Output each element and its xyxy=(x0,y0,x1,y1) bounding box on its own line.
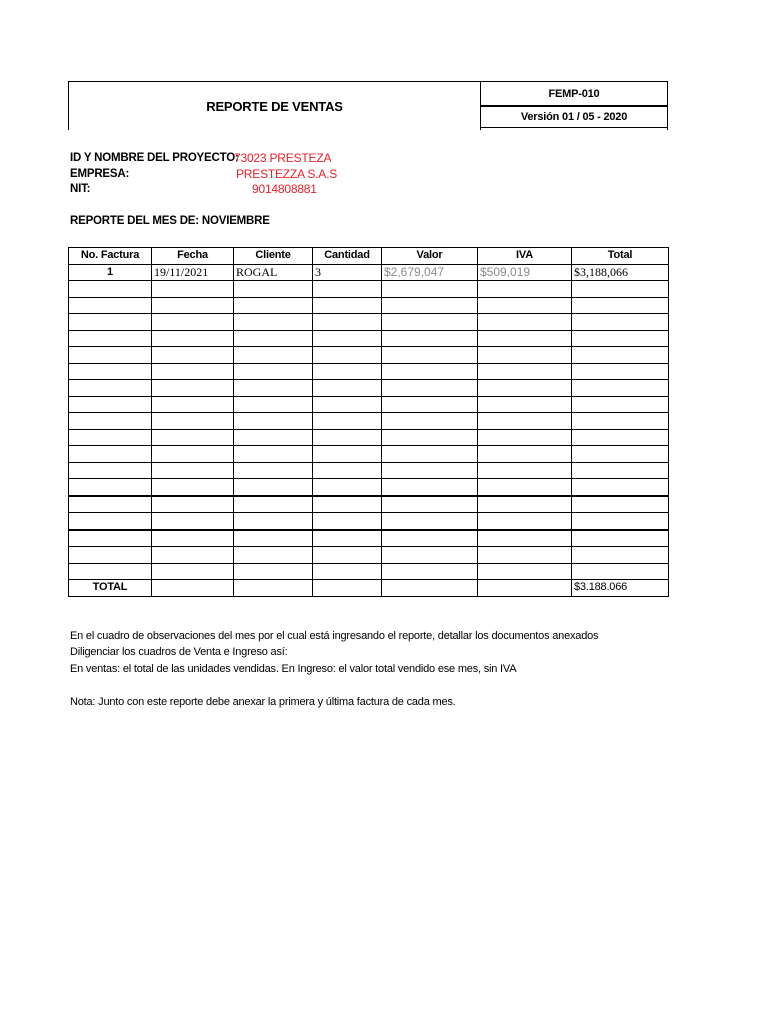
empty-cell[interactable] xyxy=(572,363,669,380)
empty-cell[interactable] xyxy=(152,446,234,463)
empty-cell[interactable] xyxy=(234,363,313,380)
empty-cell[interactable] xyxy=(152,314,234,331)
empty-cell[interactable] xyxy=(382,363,478,380)
empty-cell[interactable] xyxy=(478,479,572,496)
empty-cell[interactable] xyxy=(382,347,478,364)
col-header-factura: No. Factura xyxy=(69,248,152,265)
empty-cell[interactable] xyxy=(478,462,572,479)
empty-cell[interactable] xyxy=(234,547,313,564)
empty-cell[interactable] xyxy=(478,314,572,331)
empty-cell[interactable] xyxy=(69,563,152,580)
empty-cell[interactable] xyxy=(69,429,152,446)
empty-cell[interactable] xyxy=(69,363,152,380)
empty-cell[interactable] xyxy=(478,413,572,430)
company-label: EMPRESA: xyxy=(70,168,130,180)
col-header-iva: IVA xyxy=(478,248,572,265)
table-row[interactable] xyxy=(69,496,669,513)
empty-cell[interactable] xyxy=(152,330,234,347)
empty-cell[interactable] xyxy=(572,297,669,314)
empty-cell[interactable] xyxy=(69,396,152,413)
empty-cell[interactable] xyxy=(572,446,669,463)
table-row[interactable] xyxy=(69,446,669,463)
empty-cell[interactable] xyxy=(478,446,572,463)
empty-cell[interactable] xyxy=(313,547,382,564)
empty-cell[interactable] xyxy=(478,547,572,564)
empty-cell[interactable] xyxy=(152,297,234,314)
empty-cell[interactable] xyxy=(313,530,382,547)
empty-cell[interactable] xyxy=(69,297,152,314)
empty-cell[interactable] xyxy=(69,314,152,331)
table-row[interactable] xyxy=(69,462,669,479)
col-header-cliente: Cliente xyxy=(234,248,313,265)
empty-cell[interactable] xyxy=(234,429,313,446)
empty-cell[interactable] xyxy=(572,429,669,446)
empty-cell[interactable] xyxy=(572,380,669,397)
empty-cell[interactable] xyxy=(382,314,478,331)
cell-fecha[interactable]: 19/11/2021 xyxy=(152,264,234,281)
empty-cell[interactable] xyxy=(382,496,478,513)
empty-cell[interactable] xyxy=(234,496,313,513)
nit-value: 9014808881 xyxy=(252,182,317,196)
empty-cell xyxy=(152,580,234,597)
empty-cell[interactable] xyxy=(382,547,478,564)
empty-cell[interactable] xyxy=(382,479,478,496)
report-title: REPORTE DE VENTAS xyxy=(206,98,343,114)
table-row[interactable] xyxy=(69,513,669,530)
empty-cell[interactable] xyxy=(152,363,234,380)
empty-cell[interactable] xyxy=(313,314,382,331)
empty-cell[interactable] xyxy=(69,547,152,564)
empty-cell[interactable] xyxy=(234,446,313,463)
empty-cell[interactable] xyxy=(382,513,478,530)
report-header xyxy=(68,81,668,130)
empty-cell[interactable] xyxy=(382,330,478,347)
table-row[interactable] xyxy=(69,413,669,430)
empty-cell[interactable] xyxy=(69,281,152,298)
table-row[interactable] xyxy=(69,363,669,380)
project-id-label: ID Y NOMBRE DEL PROYECTO: xyxy=(70,152,239,164)
table-row[interactable] xyxy=(69,347,669,364)
empty-cell[interactable] xyxy=(313,330,382,347)
table-row[interactable] xyxy=(69,264,669,281)
cell-valor[interactable]: $2,679,047 xyxy=(382,264,478,281)
empty-cell[interactable] xyxy=(69,479,152,496)
col-header-valor: Valor xyxy=(382,248,478,265)
empty-cell[interactable] xyxy=(69,446,152,463)
empty-cell[interactable] xyxy=(234,297,313,314)
empty-cell[interactable] xyxy=(152,563,234,580)
empty-cell[interactable] xyxy=(313,281,382,298)
cell-factura[interactable]: 1 xyxy=(69,264,152,281)
empty-cell[interactable] xyxy=(478,496,572,513)
empty-cell[interactable] xyxy=(313,297,382,314)
empty-cell[interactable] xyxy=(234,513,313,530)
empty-cell[interactable] xyxy=(69,513,152,530)
empty-cell[interactable] xyxy=(234,380,313,397)
empty-cell[interactable] xyxy=(572,496,669,513)
empty-cell[interactable] xyxy=(152,281,234,298)
empty-cell[interactable] xyxy=(382,396,478,413)
empty-cell[interactable] xyxy=(478,330,572,347)
table-row[interactable] xyxy=(69,297,669,314)
empty-cell[interactable] xyxy=(572,547,669,564)
empty-cell[interactable] xyxy=(572,513,669,530)
sales-table xyxy=(68,247,669,597)
empty-cell[interactable] xyxy=(572,413,669,430)
note-line-1: En el cuadro de observaciones del mes por el cual está ingresando el reporte, detallar los documentos anexados xyxy=(70,630,599,642)
empty-cell[interactable] xyxy=(69,347,152,364)
empty-cell[interactable] xyxy=(478,429,572,446)
empty-cell[interactable] xyxy=(69,330,152,347)
empty-cell xyxy=(478,580,572,597)
empty-cell[interactable] xyxy=(313,479,382,496)
table-row[interactable] xyxy=(69,530,669,547)
empty-cell[interactable] xyxy=(313,429,382,446)
table-row[interactable] xyxy=(69,396,669,413)
empty-cell[interactable] xyxy=(478,281,572,298)
empty-cell[interactable] xyxy=(152,513,234,530)
empty-cell[interactable] xyxy=(313,396,382,413)
table-header-row xyxy=(69,248,669,265)
empty-cell[interactable] xyxy=(234,462,313,479)
empty-cell[interactable] xyxy=(313,380,382,397)
empty-cell[interactable] xyxy=(234,347,313,364)
table-row[interactable] xyxy=(69,314,669,331)
form-code: FEMP-010 xyxy=(481,82,667,107)
total-label: TOTAL xyxy=(69,580,152,597)
empty-cell[interactable] xyxy=(572,479,669,496)
empty-cell[interactable] xyxy=(313,563,382,580)
empty-cell[interactable] xyxy=(478,530,572,547)
empty-cell[interactable] xyxy=(313,446,382,463)
empty-cell[interactable] xyxy=(234,530,313,547)
empty-cell[interactable] xyxy=(234,281,313,298)
empty-cell[interactable] xyxy=(313,513,382,530)
table-row[interactable] xyxy=(69,479,669,496)
empty-cell[interactable] xyxy=(234,314,313,331)
empty-cell[interactable] xyxy=(478,513,572,530)
empty-cell[interactable] xyxy=(234,396,313,413)
empty-cell[interactable] xyxy=(313,413,382,430)
cell-total[interactable]: $3,188,066 xyxy=(572,264,669,281)
empty-cell[interactable] xyxy=(478,363,572,380)
nota-attachment: Nota: Junto con este reporte debe anexar la primera y última factura de cada mes. xyxy=(70,696,456,708)
empty-cell[interactable] xyxy=(234,479,313,496)
company-value: PRESTEZZA S.A.S xyxy=(236,167,338,181)
note-line-3: En ventas: el total de las unidades vendidas. En Ingreso: el valor total vendido ese mes, sin IVA xyxy=(70,663,517,675)
empty-cell[interactable] xyxy=(152,547,234,564)
cell-iva[interactable]: $509,019 xyxy=(478,264,572,281)
empty-cell[interactable] xyxy=(478,347,572,364)
empty-cell[interactable] xyxy=(572,396,669,413)
empty-cell[interactable] xyxy=(69,462,152,479)
empty-cell[interactable] xyxy=(152,429,234,446)
empty-cell[interactable] xyxy=(313,347,382,364)
nit-label: NIT: xyxy=(70,183,91,195)
empty-cell[interactable] xyxy=(382,446,478,463)
empty-cell[interactable] xyxy=(382,413,478,430)
empty-cell[interactable] xyxy=(382,563,478,580)
empty-cell xyxy=(382,580,478,597)
empty-cell[interactable] xyxy=(152,479,234,496)
project-id-value: 73023 PRESTEZA xyxy=(234,151,332,165)
empty-cell[interactable] xyxy=(69,496,152,513)
empty-cell[interactable] xyxy=(234,563,313,580)
empty-cell[interactable] xyxy=(152,347,234,364)
empty-cell[interactable] xyxy=(152,496,234,513)
empty-cell[interactable] xyxy=(69,530,152,547)
empty-cell[interactable] xyxy=(382,297,478,314)
cell-cliente[interactable]: ROGAL xyxy=(234,264,313,281)
empty-cell[interactable] xyxy=(572,314,669,331)
report-month: REPORTE DEL MES DE: NOVIEMBRE xyxy=(70,215,270,227)
empty-cell xyxy=(313,580,382,597)
empty-cell[interactable] xyxy=(152,396,234,413)
empty-cell[interactable] xyxy=(313,363,382,380)
col-header-total: Total xyxy=(572,248,669,265)
empty-cell[interactable] xyxy=(382,380,478,397)
empty-cell[interactable] xyxy=(382,462,478,479)
cell-cantidad[interactable]: 3 xyxy=(313,264,382,281)
table-total-row xyxy=(69,580,669,597)
empty-cell[interactable] xyxy=(478,380,572,397)
empty-cell[interactable] xyxy=(572,281,669,298)
empty-cell[interactable] xyxy=(69,380,152,397)
empty-cell[interactable] xyxy=(234,413,313,430)
table-row[interactable] xyxy=(69,281,669,298)
empty-cell[interactable] xyxy=(382,281,478,298)
empty-cell[interactable] xyxy=(478,297,572,314)
empty-cell[interactable] xyxy=(234,330,313,347)
empty-cell[interactable] xyxy=(152,530,234,547)
empty-cell[interactable] xyxy=(572,530,669,547)
col-header-fecha: Fecha xyxy=(152,248,234,265)
empty-cell[interactable] xyxy=(152,413,234,430)
empty-cell[interactable] xyxy=(572,330,669,347)
table-row[interactable] xyxy=(69,330,669,347)
table-row[interactable] xyxy=(69,563,669,580)
table-row[interactable] xyxy=(69,429,669,446)
empty-cell[interactable] xyxy=(572,563,669,580)
form-version: Versión 01 / 05 - 2020 xyxy=(481,107,667,128)
table-row[interactable] xyxy=(69,380,669,397)
empty-cell[interactable] xyxy=(382,530,478,547)
total-value: $3.188.066 xyxy=(572,580,669,597)
empty-cell[interactable] xyxy=(152,462,234,479)
empty-cell[interactable] xyxy=(313,462,382,479)
empty-cell xyxy=(234,580,313,597)
empty-cell[interactable] xyxy=(572,462,669,479)
col-header-cantidad: Cantidad xyxy=(313,248,382,265)
empty-cell[interactable] xyxy=(69,413,152,430)
empty-cell[interactable] xyxy=(478,563,572,580)
empty-cell[interactable] xyxy=(572,347,669,364)
empty-cell[interactable] xyxy=(152,380,234,397)
empty-cell[interactable] xyxy=(478,396,572,413)
note-line-2: Diligenciar los cuadros de Venta e Ingreso así: xyxy=(70,646,288,658)
empty-cell[interactable] xyxy=(382,429,478,446)
table-row[interactable] xyxy=(69,547,669,564)
empty-cell[interactable] xyxy=(313,496,382,513)
